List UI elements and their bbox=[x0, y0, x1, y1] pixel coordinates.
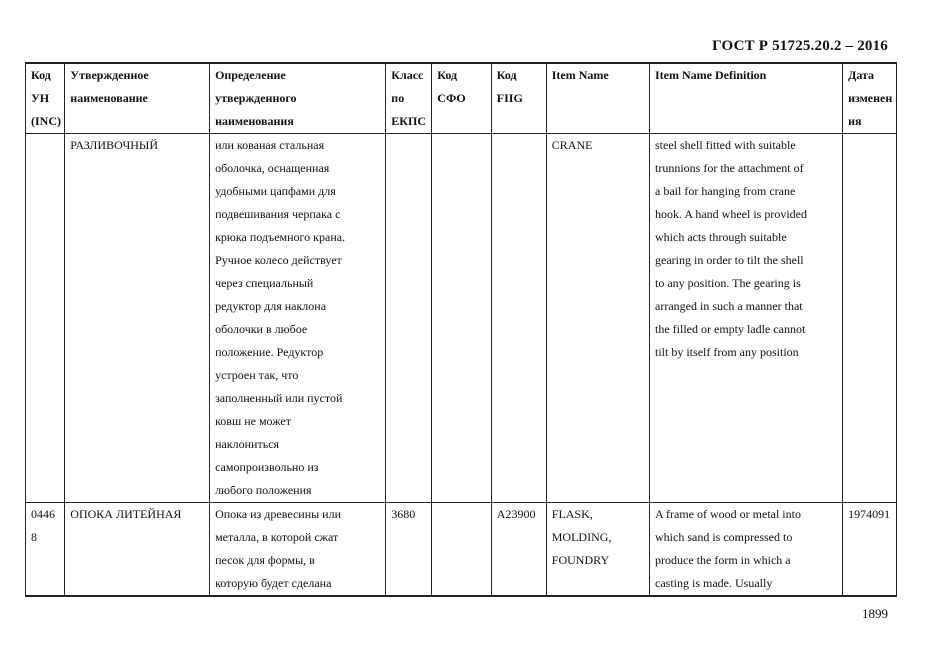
cell-fiig-code: A23900 bbox=[491, 503, 546, 597]
header-line: УН bbox=[31, 91, 50, 105]
header-line: Item Name Definition bbox=[655, 68, 767, 82]
cell-sfo-code bbox=[432, 134, 491, 503]
cell-line: ковш не может bbox=[215, 414, 291, 428]
cell-line: подвешивания черпака с bbox=[215, 207, 341, 221]
header-line: по bbox=[391, 91, 405, 105]
cell-item-name bbox=[546, 134, 649, 503]
cell-line: FLASK, bbox=[551, 507, 593, 521]
cell-line: устроен так, что bbox=[215, 368, 299, 382]
cell-line: удобными цапфами для bbox=[215, 184, 336, 198]
cell-item-name bbox=[546, 503, 649, 597]
header-change-date bbox=[843, 63, 897, 134]
header-line: Код bbox=[437, 68, 458, 82]
cell-line: produce the form in which a bbox=[655, 553, 791, 567]
cell-line: casting is made. Usually bbox=[655, 576, 773, 590]
cell-line: наклониться bbox=[215, 437, 280, 451]
table-row bbox=[26, 134, 897, 503]
cell-line: или кованая стальная bbox=[215, 138, 325, 152]
header-line: ия bbox=[848, 114, 862, 128]
cell-definition bbox=[210, 503, 386, 597]
header-line: Дата bbox=[848, 68, 875, 82]
cell-change-date: 1974091 bbox=[843, 503, 897, 597]
header-inc-code bbox=[26, 63, 65, 134]
cell-ekps-class: 3680 bbox=[386, 503, 432, 597]
header-line: (INC) bbox=[31, 114, 61, 128]
cell-approved-name bbox=[65, 134, 210, 503]
cell-ekps-class bbox=[386, 134, 432, 503]
header-line: Класс bbox=[391, 68, 424, 82]
cell-line: оболочки в любое bbox=[215, 322, 308, 336]
cell-line: Ручное колесо действует bbox=[215, 253, 342, 267]
cell-line: gearing in order to tilt the shell bbox=[655, 253, 804, 267]
cell-line: через специальный bbox=[215, 276, 314, 290]
header-definition bbox=[210, 63, 386, 134]
cell-line: tilt by itself from any position bbox=[655, 345, 799, 359]
header-line: Код bbox=[31, 68, 51, 82]
header-line: наименования bbox=[215, 114, 294, 128]
cell-line: Опока из древесины или bbox=[215, 507, 342, 521]
cell-line: which acts through suitable bbox=[655, 230, 787, 244]
cell-line: металла, в которой сжат bbox=[215, 530, 339, 544]
header-line: ЕКПС bbox=[391, 114, 426, 128]
cell-change-date bbox=[843, 134, 897, 503]
cell-line: РАЗЛИВОЧНЫЙ bbox=[70, 138, 159, 152]
cell-line: оболочка, оснащенная bbox=[215, 161, 330, 175]
cell-line: hook. A hand wheel is provided bbox=[655, 207, 807, 221]
table-header-row bbox=[26, 63, 897, 134]
cell-line: песок для формы, в bbox=[215, 553, 315, 567]
header-line: Определение bbox=[215, 68, 286, 82]
cell-item-name-definition bbox=[650, 503, 843, 597]
cell-line: a bail for hanging from crane bbox=[655, 184, 796, 198]
table-row bbox=[26, 503, 897, 597]
header-item-name bbox=[546, 63, 649, 134]
cell-fiig-code bbox=[491, 134, 546, 503]
header-line: Код bbox=[496, 68, 517, 82]
header-line: утвержденного bbox=[215, 91, 297, 105]
cell-line: редуктор для наклона bbox=[215, 299, 327, 313]
catalog-table bbox=[25, 62, 897, 597]
page-number: 1899 bbox=[862, 606, 888, 621]
cell-sfo-code bbox=[432, 503, 491, 597]
header-line: изменен bbox=[848, 91, 893, 105]
cell-line: положение. Редуктор bbox=[215, 345, 324, 359]
cell-definition bbox=[210, 134, 386, 503]
header-approved-name bbox=[65, 63, 210, 134]
cell-item-name-definition bbox=[650, 134, 843, 503]
header-line: Утвержденное bbox=[70, 68, 149, 82]
cell-line: steel shell fitted with suitable bbox=[655, 138, 796, 152]
cell-line: MOLDING, bbox=[551, 530, 612, 544]
cell-line: крюка подъемного крана. bbox=[215, 230, 346, 244]
header-line: Item Name bbox=[551, 68, 609, 82]
cell-line: которую будет сделана bbox=[215, 576, 332, 590]
header-line: наименование bbox=[70, 91, 148, 105]
cell-line: ОПОКА ЛИТЕЙНАЯ bbox=[70, 507, 182, 521]
cell-line: любого положения bbox=[215, 483, 312, 497]
cell-inc: 04468 bbox=[26, 503, 65, 597]
cell-line: trunnions for the attachment of bbox=[655, 161, 804, 175]
header-line: FIIG bbox=[496, 91, 523, 105]
cell-line: CRANE bbox=[551, 138, 593, 152]
cell-line: A frame of wood or metal into bbox=[655, 507, 801, 521]
cell-line: FOUNDRY bbox=[551, 553, 610, 567]
cell-inc bbox=[26, 134, 65, 503]
cell-line: which sand is compressed to bbox=[655, 530, 793, 544]
cell-line: заполненный или пустой bbox=[215, 391, 343, 405]
header-item-name-definition bbox=[650, 63, 843, 134]
cell-line: to any position. The gearing is bbox=[655, 276, 801, 290]
cell-line: arranged in such a manner that bbox=[655, 299, 803, 313]
header-ekps-class bbox=[386, 63, 432, 134]
header-sfo-code bbox=[432, 63, 491, 134]
cell-line: the filled or empty ladle cannot bbox=[655, 322, 806, 336]
header-fiig-code bbox=[491, 63, 546, 134]
cell-approved-name bbox=[65, 503, 210, 597]
header-line: СФО bbox=[437, 91, 466, 105]
document-header: ГОСТ Р 51725.20.2 – 2016 bbox=[712, 38, 888, 54]
cell-line: самопроизвольно из bbox=[215, 460, 319, 474]
